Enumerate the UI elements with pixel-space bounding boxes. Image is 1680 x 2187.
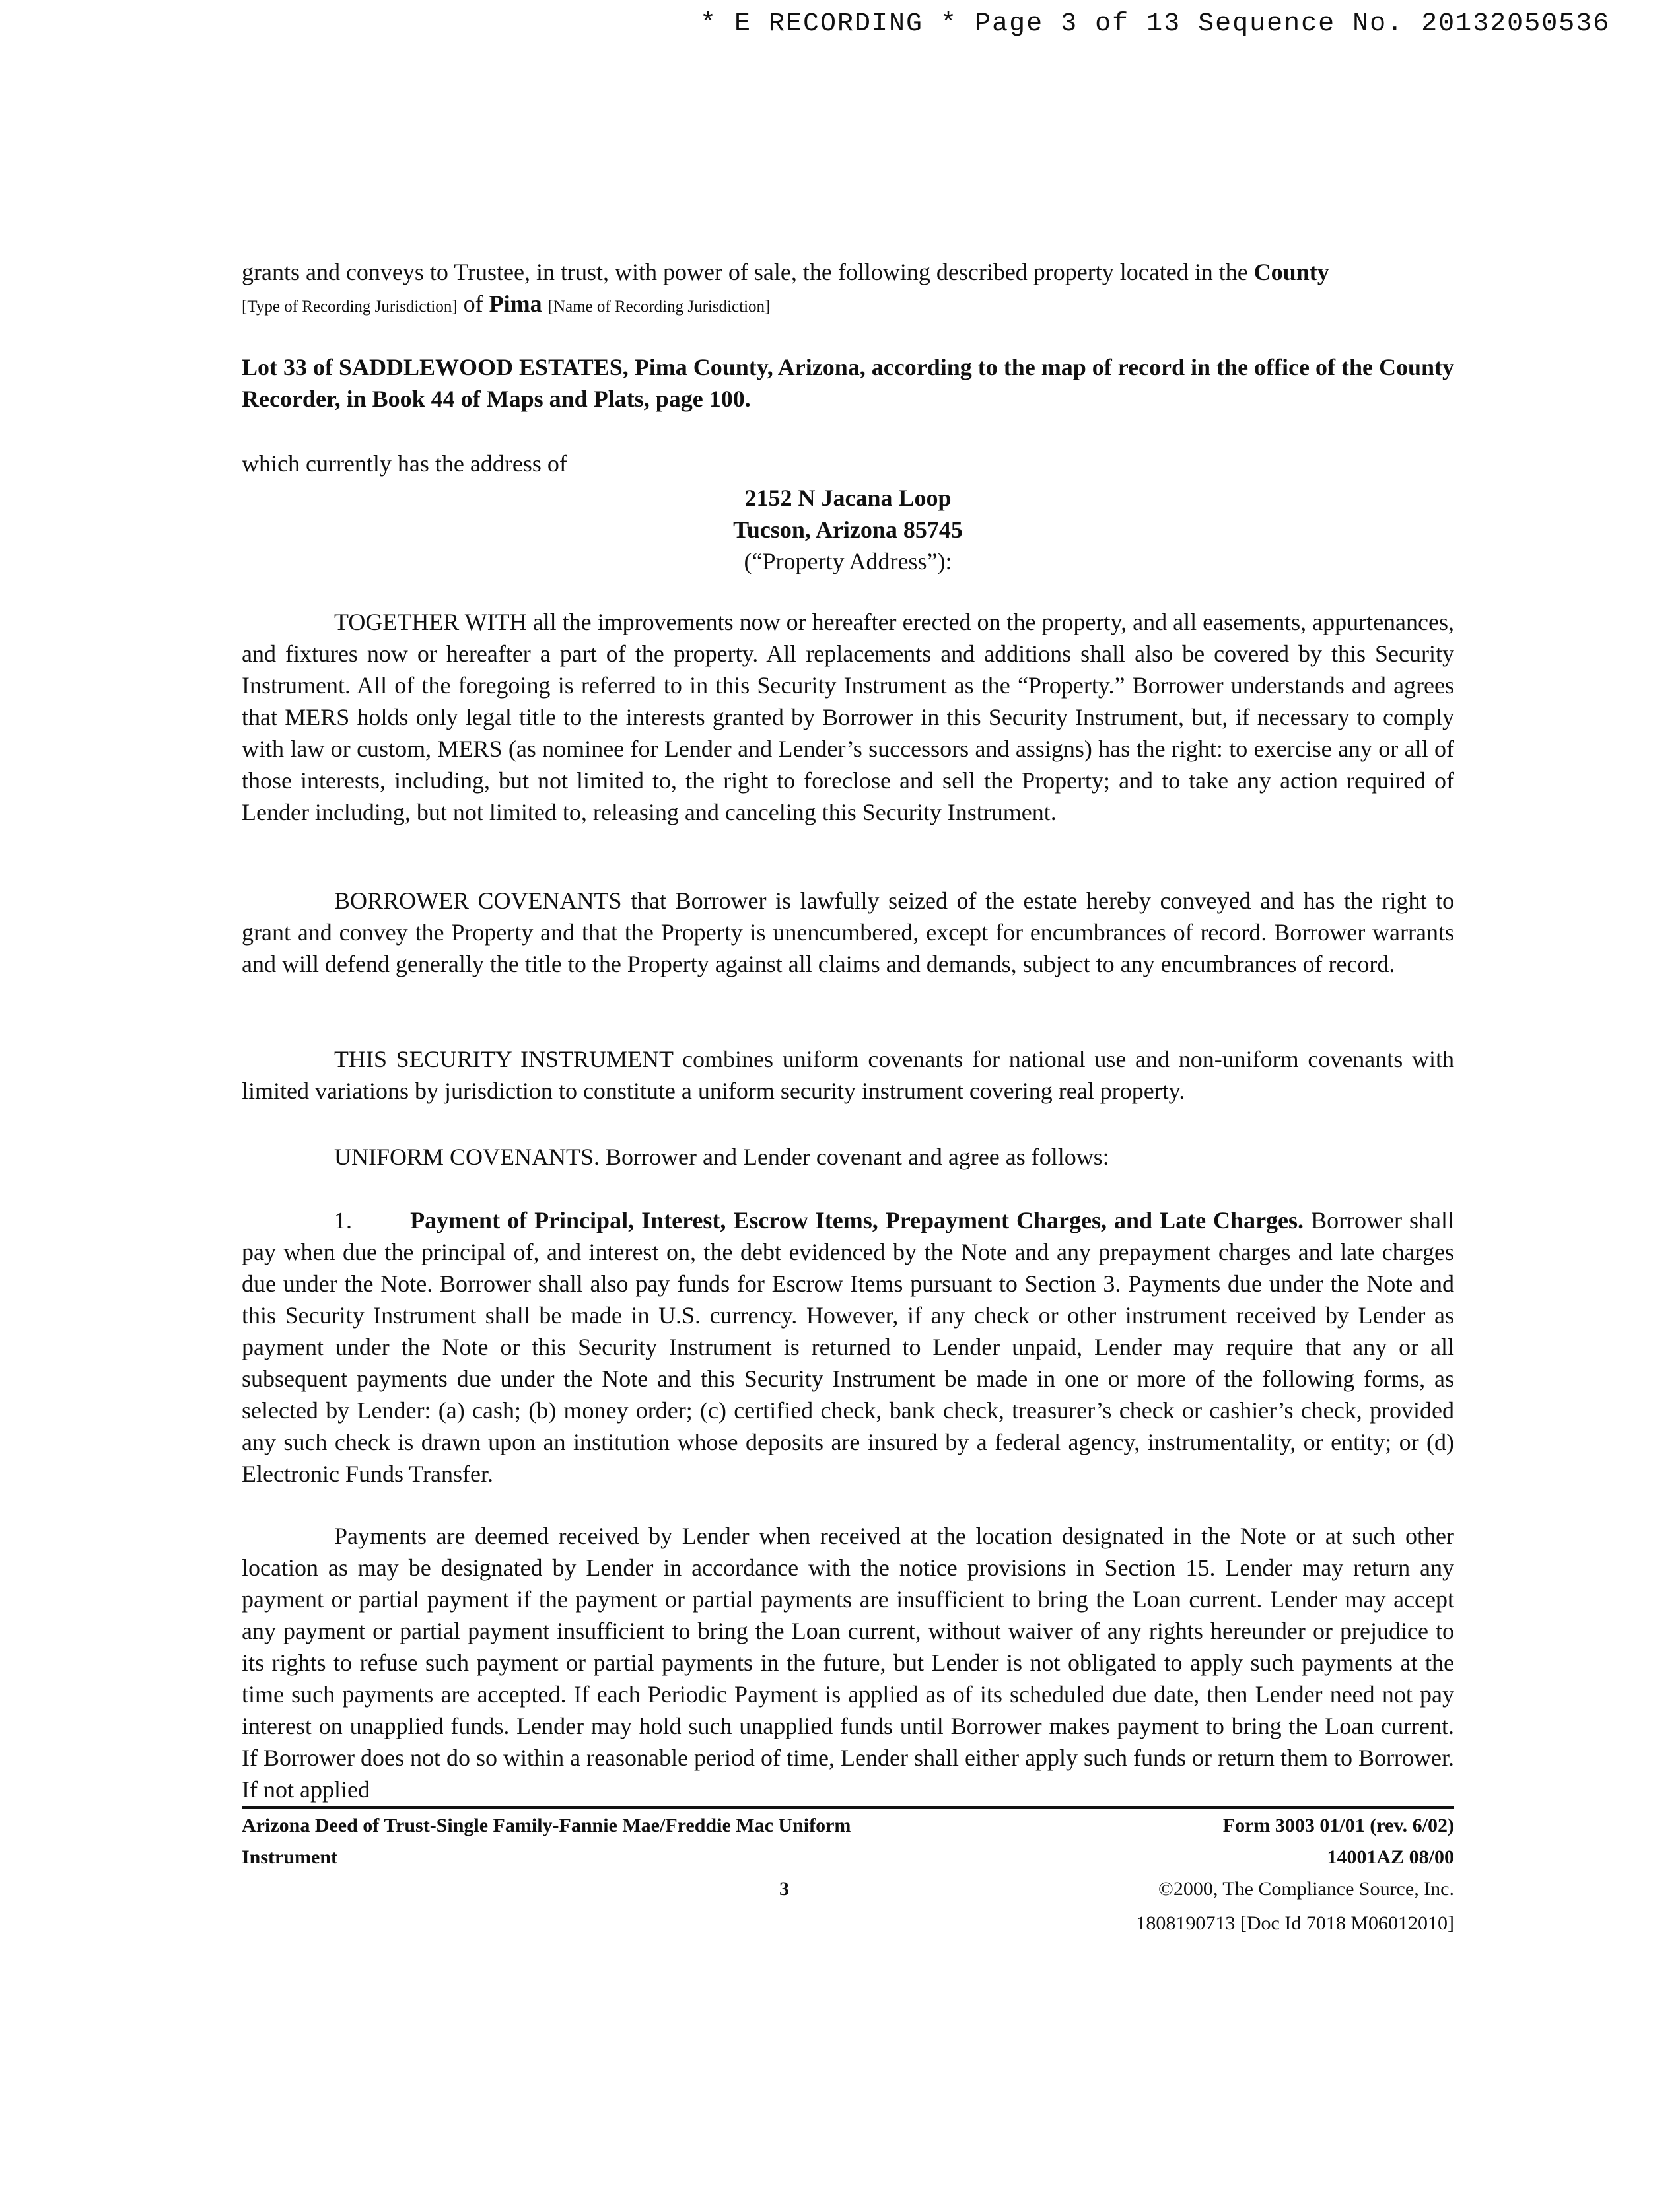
jurisdiction-name-note: [Name of Recording Jurisdiction] (547, 298, 771, 316)
grant-text: grants and conveys to Trustee, in trust, with power of sale, the following described property located in the (242, 259, 1248, 285)
payments-received-paragraph: Payments are deemed received by Lender when received at the location designated in the Note or at such other location as may be designated by Lender in accordance with the notice provisions in Section 15. Lender may return any payment or partial payment if the payment or partial payments are insufficient to bring the Loan current. Lender may accept any payment or partial payment insufficient to bring the Loan current, without waiver of any rights hereunder or prejudice to its rights to refuse such payment or partial payments in the future, but Lender is not obligated to apply such payments at the time such payments are accepted. If each Periodic Payment is applied as of its scheduled due date, then Lender need not pay interest on unapplied funds. Lender may hold such unapplied funds until Borrower makes payment to bring the Loan current. If Borrower does not do so within a reasonable period of time, Lender shall either apply such funds or return them to Borrower. If not applied (242, 1523, 1454, 1803)
security-instrument-paragraph: THIS SECURITY INSTRUMENT combines uniform covenants for national use and non-uniform covenants with limited variations by jurisdiction to constitute a uniform security instrument covering real property. (242, 1046, 1454, 1104)
section-1-number: 1. (334, 1207, 352, 1233)
legal-description: Lot 33 of SADDLEWOOD ESTATES, Pima County, Arizona, according to the map of record in the office of the County Recorder, in Book 44 of Maps and Plats, page 100. (242, 354, 1454, 412)
property-address-label: (“Property Address”): (744, 548, 952, 574)
section-1-title: Payment of Principal, Interest, Escrow Items, Prepayment Charges, and Late Charges. (410, 1207, 1304, 1233)
jurisdiction-type-note: [Type of Recording Jurisdiction] (242, 298, 458, 316)
recording-header: * E RECORDING * Page 3 of 13 Sequence No. 20132050536 (700, 9, 1611, 39)
uniform-covenants-paragraph: UNIFORM COVENANTS. Borrower and Lender covenant and agree as follows: (334, 1144, 1109, 1170)
address-city-state-zip: Tucson, Arizona 85745 (733, 516, 963, 543)
together-with-paragraph: TOGETHER WITH all the improvements now or hereafter erected on the property, and all easements, appurtenances, and fixtures now or hereafter a part of the property. All replacements and additions shall also be covered by this Security Instrument. All of the foregoing is referred to in this Security Instrument as the “Property.” Borrower understands and agrees that MERS holds only legal title to the interests granted by Borrower in this Security Instrument, but, if necessary to comply with law or custom, MERS (as nominee for Lender and Lender’s successors and assigns) has the right: to exercise any or all of those interests, including, but not limited to, the right to foreclose and sell the Property; and to take any action required of Lender including, but not limited to, releasing and canceling this Security Instrument. (242, 609, 1454, 825)
grant-clause (242, 256, 1454, 323)
copyright: ©2000, The Compliance Source, Inc. (1158, 1878, 1454, 1900)
page-number: 3 (779, 1878, 789, 1900)
jurisdiction-type: County (1253, 259, 1329, 285)
section-1-body: Borrower shall pay when due the principal of, and interest on, the debt evidenced by the Note and any prepayment charges and late charges due under the Note. Borrower shall also pay funds for Escrow Items pursuant to Section 3. Payments due under the Note and this Security Instrument shall be made in U.S. currency. However, if any check or other instrument received by Lender as payment under the Note or this Security Instrument is returned to Lender unpaid, Lender may require that any or all subsequent payments due under the Note and this Security Instrument be made in one or more of the following forms, as selected by Lender: (a) cash; (b) money order; (c) certified check, bank check, treasurer’s check or cashier’s check, provided any such check is drawn upon an institution whose deposits are insured by a federal agency, instrumentality, or entity; or (d) Electronic Funds Transfer. (242, 1207, 1455, 1487)
address-street: 2152 N Jacana Loop (744, 485, 952, 511)
address-intro: which currently has the address of (242, 450, 567, 477)
form-title-line1: Arizona Deed of Trust-Single Family-Fannie Mae/Freddie Mac Uniform (242, 1815, 851, 1836)
form-title-line2: Instrument (242, 1846, 338, 1868)
section-1-paragraph (242, 1204, 1454, 1490)
jurisdiction-name: Pima (489, 291, 542, 317)
borrower-covenants-paragraph: BORROWER COVENANTS that Borrower is lawfully seized of the estate hereby conveyed and has the right to grant and convey the Property and that the Property is unencumbered, except for encumbrances of record. Borrower warrants and will defend generally the title to the Property against all claims and demands, subject to any encumbrances of record. (242, 887, 1454, 977)
grant-of: of (463, 291, 483, 317)
footer-rule (242, 1806, 1454, 1809)
doc-id: 1808190713 [Doc Id 7018 M06012010] (1136, 1912, 1454, 1934)
form-code: 14001AZ 08/00 (1327, 1846, 1454, 1868)
form-number: Form 3003 01/01 (rev. 6/02) (1222, 1815, 1454, 1836)
